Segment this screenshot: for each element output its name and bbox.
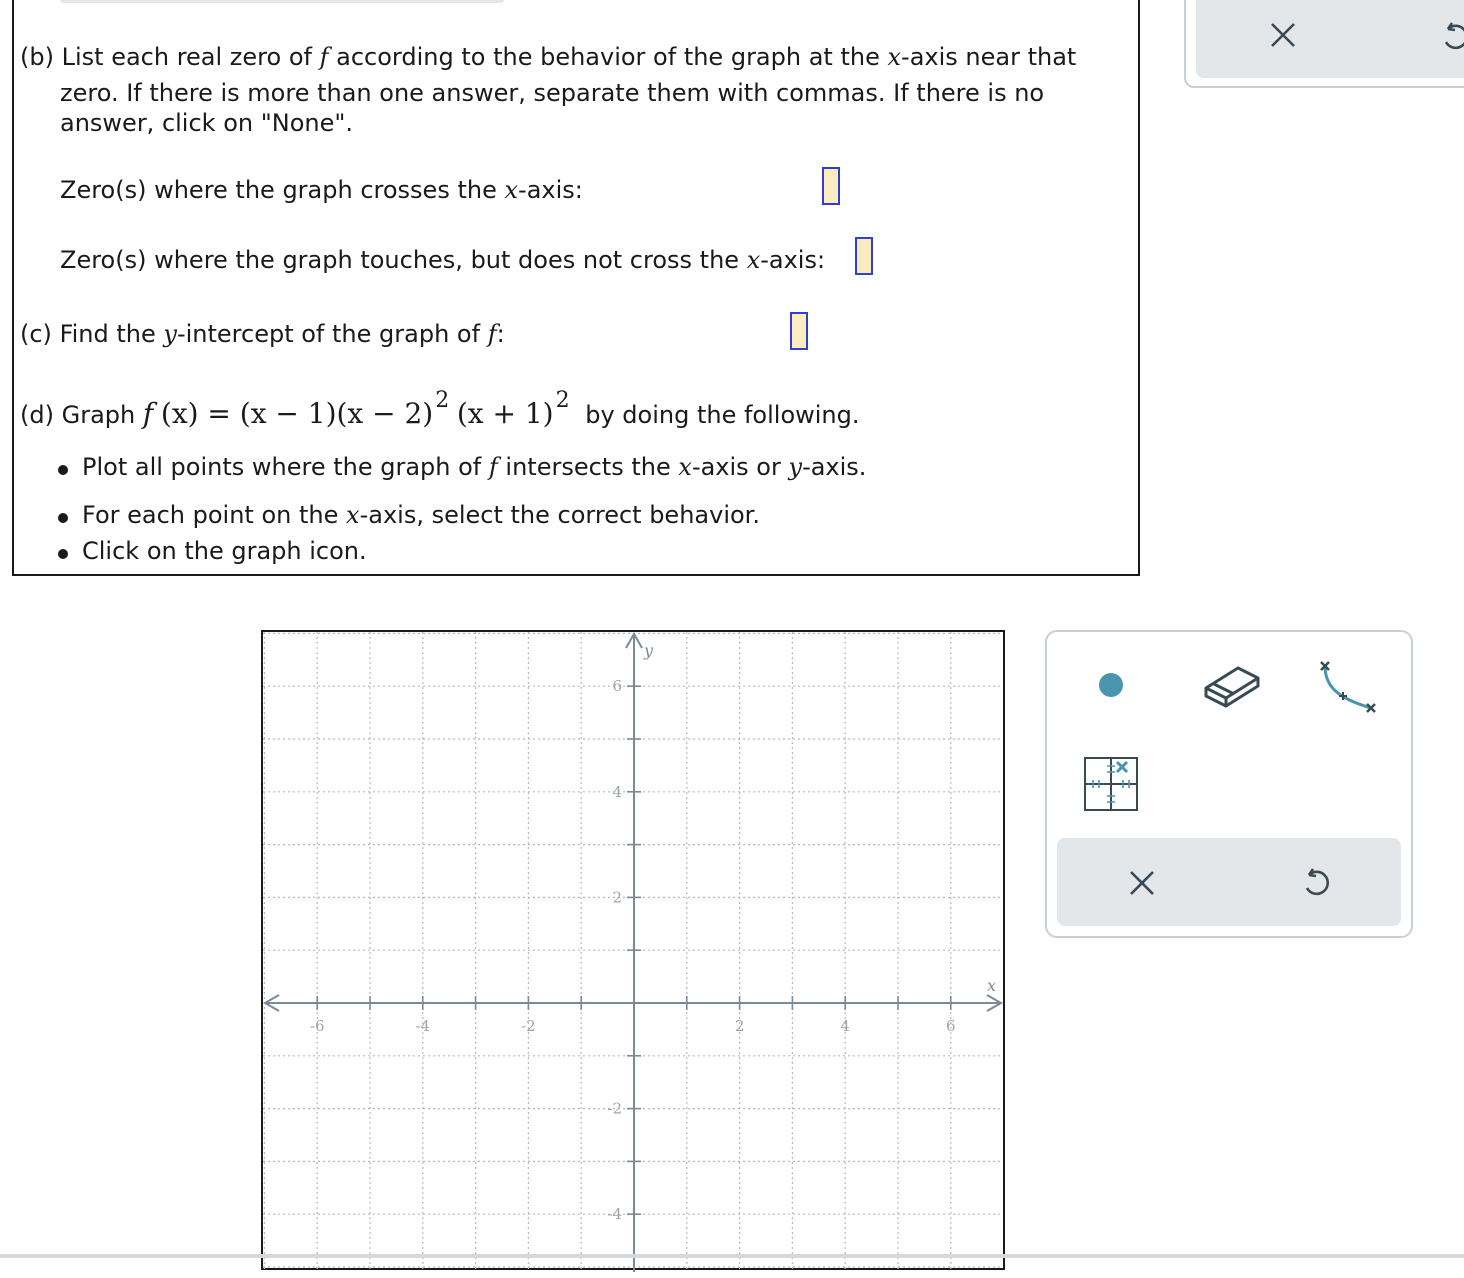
touches-label (60, 245, 825, 275)
bullet-1 (82, 452, 866, 482)
touches-answer-input[interactable] (855, 237, 873, 275)
x-tick-label: -2 (521, 1017, 536, 1035)
question-panel (12, 0, 1140, 576)
coordinate-plane[interactable] (263, 632, 1003, 1272)
crosses-x: x (504, 176, 519, 204)
y-tick-label: 6 (612, 677, 622, 696)
touches-x: x (746, 246, 761, 274)
y-axis-label: y (644, 641, 654, 660)
part-d-label: (d) (20, 401, 54, 429)
formula-f: f (142, 397, 154, 430)
close-icon (1127, 868, 1157, 898)
part-b-f: f (319, 43, 329, 71)
graph-behavior-icon-button[interactable] (1083, 756, 1139, 818)
touches-label-tail: -axis: (760, 246, 826, 274)
y-tick-label: 2 (612, 888, 622, 907)
touches-label-text: Zero(s) where the graph touches, but does not cross the (60, 246, 740, 274)
part-c-text-2: -intercept of the graph of (176, 320, 481, 348)
bullet-1-b: intersects the (505, 453, 671, 481)
bullet-2-x: x (346, 501, 360, 529)
bullet-dot (58, 465, 68, 475)
formula-exp2: 2 (555, 388, 570, 413)
part-b-line-3: answer, click on "None". (60, 109, 354, 137)
bullet-dot (58, 513, 68, 523)
bullet-dot (58, 549, 68, 559)
bullet-1-c: -axis or (691, 453, 781, 481)
top-undo-button[interactable] (1440, 20, 1464, 60)
part-c-text-1: Find the (59, 320, 156, 348)
part-b-line-2: zero. If there is more than one answer, separate them with commas. If there is no (60, 79, 1045, 107)
x-tick-label: -4 (415, 1017, 431, 1035)
part-b-x: x (887, 43, 902, 71)
part-d-line (20, 388, 860, 437)
eraser-tool-button[interactable] (1200, 662, 1262, 714)
tool-action-bar (1057, 838, 1401, 926)
bullet-3: Click on the graph icon. (82, 537, 367, 565)
part-c-colon: : (496, 320, 505, 348)
part-d-graph-word: Graph (61, 401, 136, 429)
curve-icon (1315, 656, 1381, 718)
y-tick-label: 4 (612, 782, 622, 801)
graph-area[interactable] (261, 630, 1005, 1270)
bullet-1-y: y (788, 453, 803, 481)
part-c-f: f (487, 320, 497, 348)
part-d-tail: by doing the following. (585, 401, 860, 429)
x-tick-label: 4 (840, 1017, 850, 1035)
undo-button[interactable] (1301, 866, 1331, 906)
bullet-1-d: -axis. (802, 453, 867, 481)
top-tool-bar (1196, 0, 1464, 78)
top-clear-button[interactable] (1268, 20, 1298, 56)
crosses-label-tail: -axis: (518, 176, 583, 204)
bullet-1-a: Plot all points where the graph of (82, 453, 482, 481)
bullet-1-x: x (678, 453, 692, 481)
graph-tool-panel (1045, 630, 1413, 938)
x-tick-label: 2 (734, 1017, 745, 1035)
part-b-text-2: according to the behavior of the graph at the (336, 43, 880, 71)
clear-button[interactable] (1127, 868, 1157, 904)
part-b-line-1 (20, 42, 1076, 72)
part-c-label: (c) (20, 320, 52, 348)
x-tick-label: -6 (309, 1017, 325, 1035)
bullet-2 (82, 500, 760, 530)
formula-lhs: (x) = (x − 1)(x − 2) (160, 397, 434, 430)
y-intercept-answer-input[interactable] (790, 312, 808, 350)
undo-icon (1301, 866, 1331, 900)
y-tick-label: -4 (607, 1205, 622, 1224)
page-bottom-edge (0, 1254, 1464, 1258)
crosses-label (60, 175, 583, 205)
crosses-answer-input[interactable] (822, 167, 840, 205)
part-c-y: y (163, 320, 177, 348)
formula-mid: (x + 1) (456, 397, 554, 430)
bullet-2-b: -axis, select the correct behavior. (359, 501, 760, 529)
eraser-icon (1200, 662, 1262, 708)
bullet-1-f: f (488, 453, 498, 481)
point-icon (1098, 672, 1124, 698)
graph-grid-icon (1083, 756, 1139, 812)
point-tool-button[interactable] (1098, 672, 1124, 704)
undo-icon (1440, 20, 1464, 54)
part-b-text-1: List each real zero of (61, 43, 312, 71)
top-tool-panel (1184, 0, 1464, 88)
part-c-line (20, 319, 505, 349)
part-b-label: (b) (20, 43, 54, 71)
x-axis-label: x (987, 976, 997, 995)
curve-behavior-tool-button[interactable] (1315, 656, 1381, 724)
bullet-2-a: For each point on the (82, 501, 339, 529)
crosses-label-text: Zero(s) where the graph crosses the (60, 176, 497, 204)
close-icon (1268, 20, 1298, 50)
formula-exp1: 2 (435, 388, 450, 413)
x-tick-label: 6 (946, 1017, 956, 1035)
part-b-text-3: -axis near that (901, 43, 1077, 71)
y-tick-label: -2 (607, 1099, 622, 1118)
